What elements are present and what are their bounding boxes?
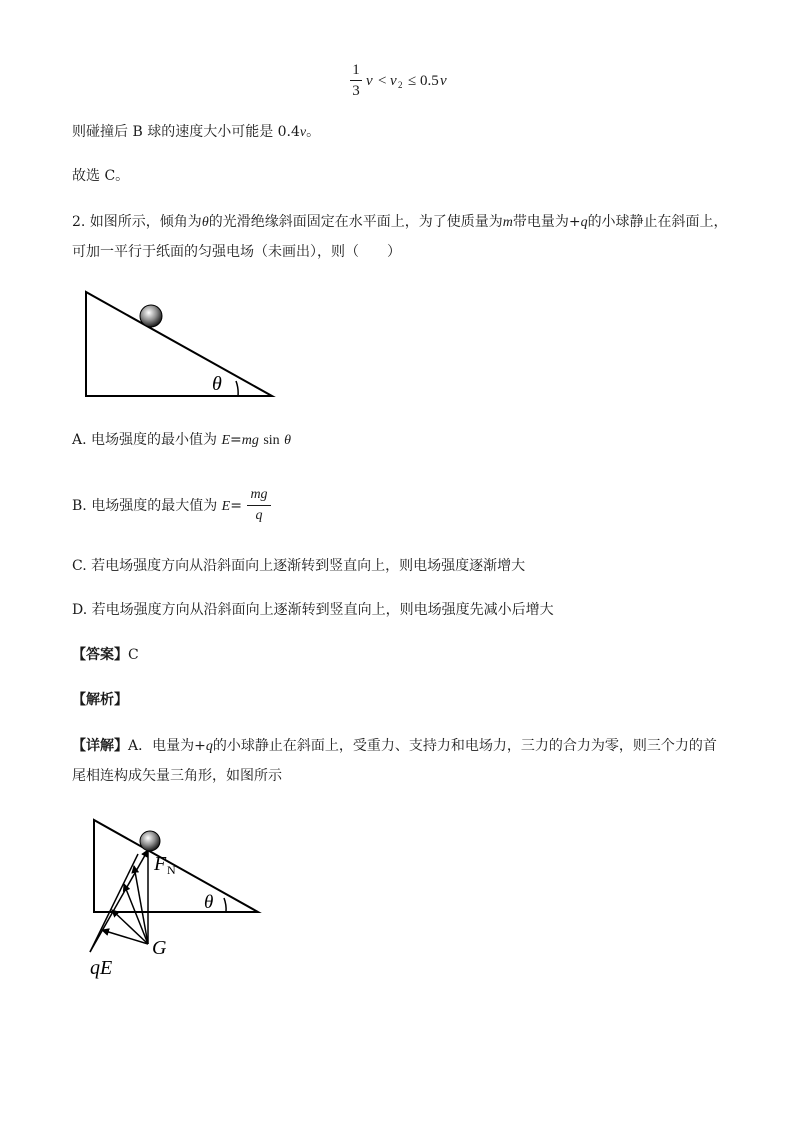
ball-2 xyxy=(140,831,160,851)
fraction-denominator: 3 xyxy=(352,83,360,99)
option-a-eq: = xyxy=(230,432,242,448)
option-b xyxy=(72,496,242,517)
paragraph-choice: 故选 C。 xyxy=(72,168,130,184)
charge-symbol: q xyxy=(580,215,588,230)
theta-symbol: θ xyxy=(201,215,209,230)
question-line-1 xyxy=(72,212,728,233)
G-label: G xyxy=(152,937,167,959)
question-text-b: 的光滑绝缘斜面固定在水平面上，为了使质量为 xyxy=(208,214,503,230)
var-v2: v xyxy=(390,73,397,89)
fraction-numerator: 1 xyxy=(352,62,360,78)
speed-end: 。 xyxy=(306,124,321,140)
option-c: C. 若电场强度方向从沿斜面向上逐渐转到竖直向上，则电场强度逐渐增大 xyxy=(72,558,526,574)
var-v: v xyxy=(366,73,373,89)
incline-triangle-2 xyxy=(94,820,258,912)
angle-arc xyxy=(236,381,238,396)
paragraph-speed xyxy=(72,122,320,143)
force-diagram xyxy=(80,814,270,984)
ball xyxy=(140,305,162,327)
force-arrow-2 xyxy=(124,884,148,944)
option-b-bar xyxy=(247,505,271,506)
option-a-text: A. 电场强度的最小值为 xyxy=(72,432,222,448)
option-b-text: B. 电场强度的最大值为 xyxy=(72,498,222,514)
incline-triangle xyxy=(86,292,272,396)
question-text-d: 的小球静止在斜面上， xyxy=(587,214,728,230)
answer-line xyxy=(72,645,139,665)
mass-symbol: m xyxy=(502,215,513,230)
less-than: < xyxy=(378,73,387,89)
question-text-c: 带电量为+ xyxy=(512,214,581,230)
option-b-denominator: q xyxy=(255,508,263,523)
inequality-formula xyxy=(344,62,454,106)
option-b-fraction xyxy=(247,487,271,524)
qE-label: qE xyxy=(90,957,113,979)
angle-arc-2 xyxy=(224,898,226,912)
incline-figure xyxy=(80,286,280,402)
question-line-2: 可加一平行于纸面的匀强电场（未画出），则（ ） xyxy=(72,244,401,260)
detail-line-2: 尾相连构成矢量三角形，如图所示 xyxy=(72,768,282,784)
option-d: D. 若电场强度方向从沿斜面向上逐渐转到竖直向上，则电场强度先减小后增大 xyxy=(72,602,554,618)
option-b-numerator: mg xyxy=(250,487,268,502)
option-b-E: E xyxy=(221,499,231,514)
subscript-2: 2 xyxy=(398,80,403,90)
option-a xyxy=(72,430,291,451)
answer-label: 【答案】 xyxy=(72,647,128,663)
analysis-label: 【解析】 xyxy=(72,692,128,708)
option-b-eq: = xyxy=(230,498,242,514)
fraction-bar xyxy=(350,80,362,81)
coefficient: 0.5 xyxy=(420,73,439,89)
detail-charge: q xyxy=(205,739,213,754)
theta-label: θ xyxy=(212,373,222,395)
speed-text: 则碰撞后 B 球的速度大小可能是 0.4 xyxy=(72,124,300,140)
less-equal: ≤ xyxy=(408,73,417,89)
detail-label: 【详解】 xyxy=(72,738,128,754)
FN-label: F xyxy=(154,853,167,875)
detail-text-b: 的小球静止在斜面上，受重力、支持力和电场力，三力的合力为零，则三个力的首 xyxy=(212,738,717,754)
fraction-one-third xyxy=(350,62,362,99)
theta-label-2: θ xyxy=(204,892,214,913)
question-text-a: 2. 如图所示，倾角为 xyxy=(72,214,202,230)
option-a-sin: sin xyxy=(263,433,280,448)
answer-value: C xyxy=(128,647,139,663)
speed-var: v xyxy=(299,125,307,140)
FN-subscript: N xyxy=(167,863,176,877)
detail-line-1 xyxy=(72,736,717,757)
detail-text-a: A．电量为+ xyxy=(128,738,206,754)
option-a-theta: θ xyxy=(284,433,292,448)
option-a-E: E xyxy=(221,433,231,448)
var-v3: v xyxy=(440,73,447,89)
option-a-mg: mg xyxy=(241,433,259,448)
